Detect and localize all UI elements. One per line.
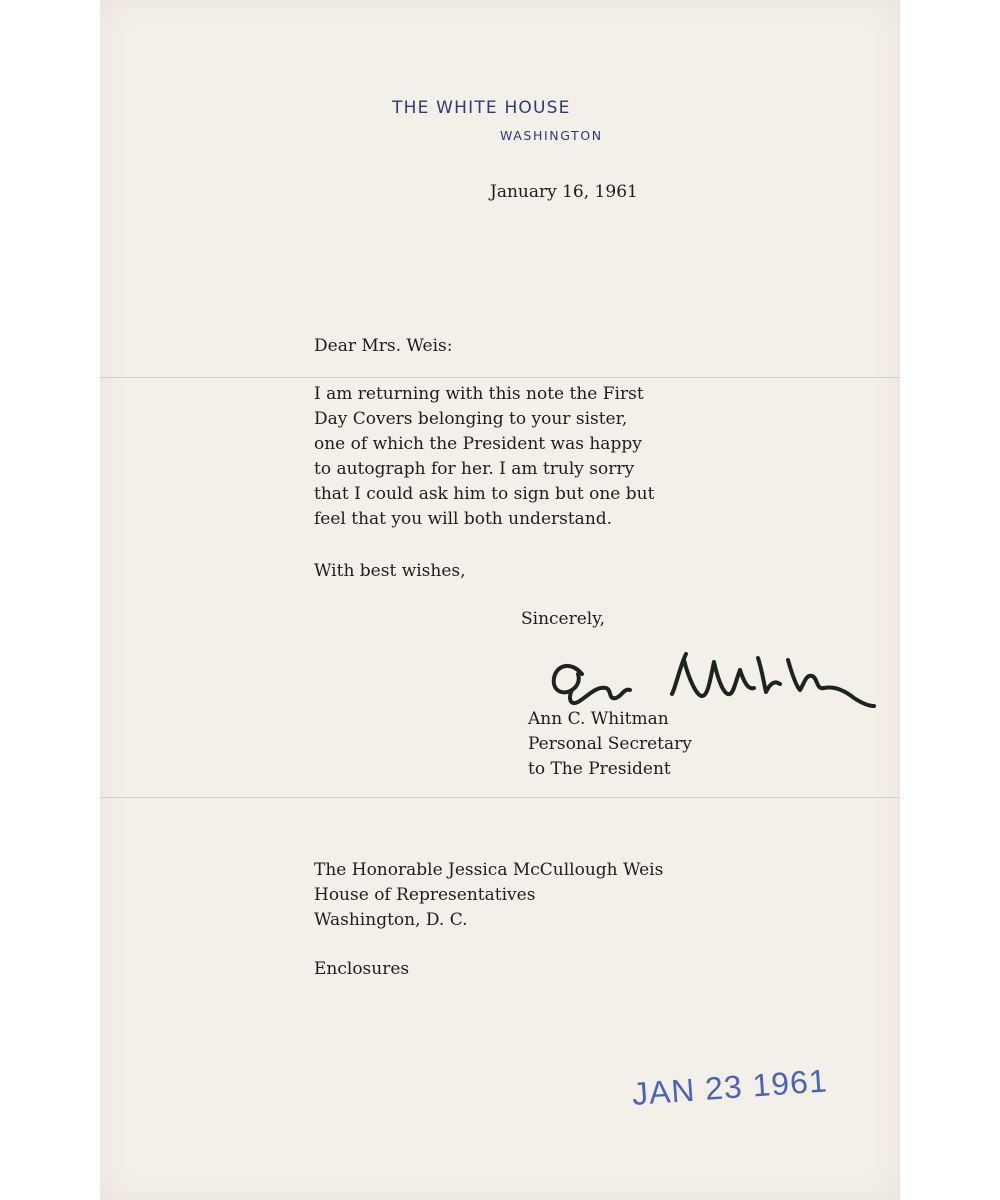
recipient-line: House of Representatives: [314, 885, 536, 905]
letter-paper: [100, 0, 900, 1200]
enclosures-note: Enclosures: [314, 959, 410, 979]
body-line: to autograph for her. I am truly sorry: [314, 459, 635, 479]
signer-name: Ann C. Whitman: [528, 709, 669, 729]
fold-line: [100, 377, 900, 378]
body-line: feel that you will both understand.: [314, 509, 613, 529]
salutation: Dear Mrs. Weis:: [314, 336, 453, 356]
recipient-line: The Honorable Jessica McCullough Weis: [314, 860, 664, 880]
recipient-address: [314, 858, 663, 933]
body-line: that I could ask him to sign but one but: [314, 484, 655, 504]
letter-date: January 16, 1961: [490, 182, 638, 202]
closing: With best wishes,: [314, 561, 466, 581]
body-line: Day Covers belonging to your sister,: [314, 409, 628, 429]
fold-line: [100, 797, 900, 798]
signer-title: to The President: [528, 759, 671, 779]
signoff: Sincerely,: [521, 609, 605, 629]
body-line: one of which the President was happy: [314, 434, 642, 454]
signer-title: Personal Secretary: [528, 734, 692, 754]
letterhead-title: THE WHITE HOUSE: [392, 98, 571, 118]
recipient-line: Washington, D. C.: [314, 910, 468, 930]
signer-block: [528, 707, 692, 782]
letterhead-city: WASHINGTON: [500, 128, 603, 143]
letter-body: [314, 382, 654, 532]
body-line: I am returning with this note the First: [314, 384, 644, 404]
received-date-stamp: JAN 23 1961: [630, 1062, 829, 1112]
